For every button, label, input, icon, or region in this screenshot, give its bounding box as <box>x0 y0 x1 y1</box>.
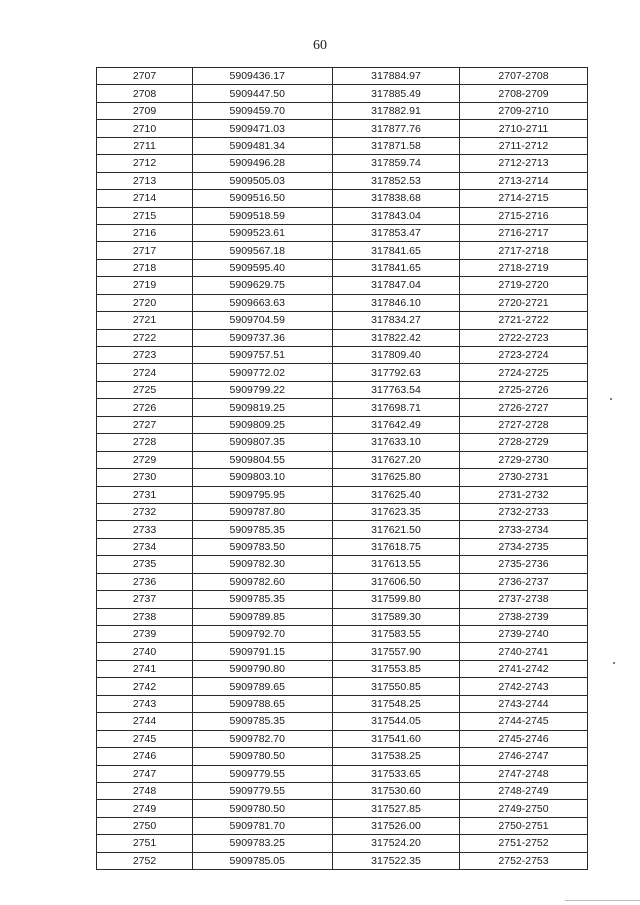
table-row <box>97 434 588 451</box>
x-coordinate-cell: 5909780.50 <box>193 800 333 817</box>
point-number-cell: 2707 <box>97 68 193 85</box>
segment-cell: 2710-2711 <box>460 120 588 137</box>
y-coordinate-cell: 317599.80 <box>333 591 460 608</box>
segment-cell: 2718-2719 <box>460 259 588 276</box>
y-coordinate-cell: 317882.91 <box>333 102 460 119</box>
point-number-cell: 2736 <box>97 573 193 590</box>
point-number-cell: 2735 <box>97 556 193 573</box>
y-coordinate-cell: 317541.60 <box>333 730 460 747</box>
x-coordinate-cell: 5909790.80 <box>193 660 333 677</box>
segment-cell: 2746-2747 <box>460 748 588 765</box>
point-number-cell: 2725 <box>97 381 193 398</box>
point-number-cell: 2716 <box>97 224 193 241</box>
segment-cell: 2751-2752 <box>460 835 588 852</box>
table-row <box>97 626 588 643</box>
coordinates-table-body <box>97 68 588 870</box>
y-coordinate-cell: 317859.74 <box>333 155 460 172</box>
x-coordinate-cell: 5909629.75 <box>193 277 333 294</box>
y-coordinate-cell: 317527.85 <box>333 800 460 817</box>
point-number-cell: 2728 <box>97 434 193 451</box>
table-row <box>97 190 588 207</box>
point-number-cell: 2742 <box>97 678 193 695</box>
x-coordinate-cell: 5909782.60 <box>193 573 333 590</box>
point-number-cell: 2708 <box>97 85 193 102</box>
y-coordinate-cell: 317553.85 <box>333 660 460 677</box>
point-number-cell: 2709 <box>97 102 193 119</box>
y-coordinate-cell: 317627.20 <box>333 451 460 468</box>
table-row <box>97 364 588 381</box>
table-row <box>97 207 588 224</box>
point-number-cell: 2729 <box>97 451 193 468</box>
x-coordinate-cell: 5909496.28 <box>193 155 333 172</box>
y-coordinate-cell: 317633.10 <box>333 434 460 451</box>
segment-cell: 2744-2745 <box>460 713 588 730</box>
segment-cell: 2708-2709 <box>460 85 588 102</box>
point-number-cell: 2733 <box>97 521 193 538</box>
segment-cell: 2752-2753 <box>460 852 588 869</box>
segment-cell: 2731-2732 <box>460 486 588 503</box>
x-coordinate-cell: 5909523.61 <box>193 224 333 241</box>
x-coordinate-cell: 5909663.63 <box>193 294 333 311</box>
x-coordinate-cell: 5909436.17 <box>193 68 333 85</box>
segment-cell: 2738-2739 <box>460 608 588 625</box>
x-coordinate-cell: 5909792.70 <box>193 626 333 643</box>
segment-cell: 2740-2741 <box>460 643 588 660</box>
table-row <box>97 521 588 538</box>
segment-cell: 2727-2728 <box>460 416 588 433</box>
segment-cell: 2723-2724 <box>460 347 588 364</box>
table-row <box>97 782 588 799</box>
x-coordinate-cell: 5909783.50 <box>193 538 333 555</box>
segment-cell: 2711-2712 <box>460 137 588 154</box>
y-coordinate-cell: 317841.65 <box>333 242 460 259</box>
segment-cell: 2726-2727 <box>460 399 588 416</box>
point-number-cell: 2738 <box>97 608 193 625</box>
y-coordinate-cell: 317526.00 <box>333 817 460 834</box>
x-coordinate-cell: 5909516.50 <box>193 190 333 207</box>
y-coordinate-cell: 317548.25 <box>333 695 460 712</box>
table-row <box>97 573 588 590</box>
y-coordinate-cell: 317589.30 <box>333 608 460 625</box>
x-coordinate-cell: 5909788.65 <box>193 695 333 712</box>
x-coordinate-cell: 5909785.35 <box>193 713 333 730</box>
point-number-cell: 2710 <box>97 120 193 137</box>
segment-cell: 2737-2738 <box>460 591 588 608</box>
x-coordinate-cell: 5909785.35 <box>193 521 333 538</box>
y-coordinate-cell: 317623.35 <box>333 503 460 520</box>
y-coordinate-cell: 317698.71 <box>333 399 460 416</box>
y-coordinate-cell: 317846.10 <box>333 294 460 311</box>
x-coordinate-cell: 5909459.70 <box>193 102 333 119</box>
x-coordinate-cell: 5909785.35 <box>193 591 333 608</box>
y-coordinate-cell: 317847.04 <box>333 277 460 294</box>
scan-speck <box>613 662 615 664</box>
x-coordinate-cell: 5909567.18 <box>193 242 333 259</box>
segment-cell: 2736-2737 <box>460 573 588 590</box>
segment-cell: 2748-2749 <box>460 782 588 799</box>
segment-cell: 2722-2723 <box>460 329 588 346</box>
segment-cell: 2709-2710 <box>460 102 588 119</box>
x-coordinate-cell: 5909447.50 <box>193 85 333 102</box>
x-coordinate-cell: 5909791.15 <box>193 643 333 660</box>
y-coordinate-cell: 317884.97 <box>333 68 460 85</box>
x-coordinate-cell: 5909803.10 <box>193 469 333 486</box>
table-row <box>97 102 588 119</box>
x-coordinate-cell: 5909481.34 <box>193 137 333 154</box>
y-coordinate-cell: 317642.49 <box>333 416 460 433</box>
segment-cell: 2717-2718 <box>460 242 588 259</box>
y-coordinate-cell: 317843.04 <box>333 207 460 224</box>
x-coordinate-cell: 5909785.05 <box>193 852 333 869</box>
y-coordinate-cell: 317524.20 <box>333 835 460 852</box>
x-coordinate-cell: 5909505.03 <box>193 172 333 189</box>
segment-cell: 2712-2713 <box>460 155 588 172</box>
point-number-cell: 2743 <box>97 695 193 712</box>
point-number-cell: 2714 <box>97 190 193 207</box>
x-coordinate-cell: 5909819.25 <box>193 399 333 416</box>
point-number-cell: 2741 <box>97 660 193 677</box>
y-coordinate-cell: 317877.76 <box>333 120 460 137</box>
x-coordinate-cell: 5909783.25 <box>193 835 333 852</box>
x-coordinate-cell: 5909782.70 <box>193 730 333 747</box>
segment-cell: 2707-2708 <box>460 68 588 85</box>
segment-cell: 2714-2715 <box>460 190 588 207</box>
segment-cell: 2720-2721 <box>460 294 588 311</box>
segment-cell: 2728-2729 <box>460 434 588 451</box>
point-number-cell: 2746 <box>97 748 193 765</box>
segment-cell: 2739-2740 <box>460 626 588 643</box>
y-coordinate-cell: 317792.63 <box>333 364 460 381</box>
table-row <box>97 416 588 433</box>
x-coordinate-cell: 5909781.70 <box>193 817 333 834</box>
page-number: 60 <box>313 38 327 53</box>
y-coordinate-cell: 317852.53 <box>333 172 460 189</box>
table-row <box>97 800 588 817</box>
segment-cell: 2732-2733 <box>460 503 588 520</box>
x-coordinate-cell: 5909780.50 <box>193 748 333 765</box>
y-coordinate-cell: 317809.40 <box>333 347 460 364</box>
table-row <box>97 538 588 555</box>
x-coordinate-cell: 5909518.59 <box>193 207 333 224</box>
table-row <box>97 259 588 276</box>
point-number-cell: 2724 <box>97 364 193 381</box>
x-coordinate-cell: 5909772.02 <box>193 364 333 381</box>
point-number-cell: 2723 <box>97 347 193 364</box>
segment-cell: 2749-2750 <box>460 800 588 817</box>
y-coordinate-cell: 317871.58 <box>333 137 460 154</box>
segment-cell: 2743-2744 <box>460 695 588 712</box>
table-row <box>97 817 588 834</box>
x-coordinate-cell: 5909757.51 <box>193 347 333 364</box>
x-coordinate-cell: 5909799.22 <box>193 381 333 398</box>
point-number-cell: 2744 <box>97 713 193 730</box>
table-row <box>97 695 588 712</box>
table-row <box>97 852 588 869</box>
x-coordinate-cell: 5909795.95 <box>193 486 333 503</box>
x-coordinate-cell: 5909807.35 <box>193 434 333 451</box>
point-number-cell: 2726 <box>97 399 193 416</box>
point-number-cell: 2734 <box>97 538 193 555</box>
table-row <box>97 294 588 311</box>
y-coordinate-cell: 317618.75 <box>333 538 460 555</box>
table-row <box>97 730 588 747</box>
y-coordinate-cell: 317838.68 <box>333 190 460 207</box>
point-number-cell: 2740 <box>97 643 193 660</box>
point-number-cell: 2717 <box>97 242 193 259</box>
point-number-cell: 2721 <box>97 312 193 329</box>
y-coordinate-cell: 317530.60 <box>333 782 460 799</box>
point-number-cell: 2711 <box>97 137 193 154</box>
table-row <box>97 503 588 520</box>
x-coordinate-cell: 5909809.25 <box>193 416 333 433</box>
segment-cell: 2741-2742 <box>460 660 588 677</box>
point-number-cell: 2752 <box>97 852 193 869</box>
point-number-cell: 2713 <box>97 172 193 189</box>
point-number-cell: 2737 <box>97 591 193 608</box>
segment-cell: 2734-2735 <box>460 538 588 555</box>
table-row <box>97 85 588 102</box>
table-row <box>97 224 588 241</box>
segment-cell: 2721-2722 <box>460 312 588 329</box>
x-coordinate-cell: 5909782.30 <box>193 556 333 573</box>
table-row <box>97 347 588 364</box>
table-row <box>97 120 588 137</box>
table-row <box>97 469 588 486</box>
table-row <box>97 137 588 154</box>
point-number-cell: 2712 <box>97 155 193 172</box>
x-coordinate-cell: 5909789.65 <box>193 678 333 695</box>
table-row <box>97 660 588 677</box>
coordinates-table <box>96 67 588 870</box>
y-coordinate-cell: 317841.65 <box>333 259 460 276</box>
x-coordinate-cell: 5909704.59 <box>193 312 333 329</box>
table-row <box>97 556 588 573</box>
x-coordinate-cell: 5909804.55 <box>193 451 333 468</box>
x-coordinate-cell: 5909737.36 <box>193 329 333 346</box>
segment-cell: 2747-2748 <box>460 765 588 782</box>
point-number-cell: 2719 <box>97 277 193 294</box>
point-number-cell: 2749 <box>97 800 193 817</box>
x-coordinate-cell: 5909779.55 <box>193 782 333 799</box>
point-number-cell: 2732 <box>97 503 193 520</box>
segment-cell: 2713-2714 <box>460 172 588 189</box>
table-row <box>97 68 588 85</box>
point-number-cell: 2731 <box>97 486 193 503</box>
table-row <box>97 242 588 259</box>
point-number-cell: 2739 <box>97 626 193 643</box>
y-coordinate-cell: 317625.80 <box>333 469 460 486</box>
segment-cell: 2742-2743 <box>460 678 588 695</box>
table-row <box>97 643 588 660</box>
point-number-cell: 2720 <box>97 294 193 311</box>
segment-cell: 2715-2716 <box>460 207 588 224</box>
y-coordinate-cell: 317550.85 <box>333 678 460 695</box>
y-coordinate-cell: 317522.35 <box>333 852 460 869</box>
y-coordinate-cell: 317613.55 <box>333 556 460 573</box>
point-number-cell: 2715 <box>97 207 193 224</box>
y-coordinate-cell: 317834.27 <box>333 312 460 329</box>
table-row <box>97 172 588 189</box>
point-number-cell: 2745 <box>97 730 193 747</box>
table-row <box>97 591 588 608</box>
segment-cell: 2719-2720 <box>460 277 588 294</box>
segment-cell: 2735-2736 <box>460 556 588 573</box>
y-coordinate-cell: 317621.50 <box>333 521 460 538</box>
y-coordinate-cell: 317557.90 <box>333 643 460 660</box>
y-coordinate-cell: 317822.42 <box>333 329 460 346</box>
table-row <box>97 451 588 468</box>
table-row <box>97 277 588 294</box>
point-number-cell: 2730 <box>97 469 193 486</box>
x-coordinate-cell: 5909595.40 <box>193 259 333 276</box>
x-coordinate-cell: 5909471.03 <box>193 120 333 137</box>
point-number-cell: 2750 <box>97 817 193 834</box>
segment-cell: 2750-2751 <box>460 817 588 834</box>
table-row <box>97 486 588 503</box>
table-row <box>97 608 588 625</box>
y-coordinate-cell: 317885.49 <box>333 85 460 102</box>
table-row <box>97 678 588 695</box>
segment-cell: 2730-2731 <box>460 469 588 486</box>
table-row <box>97 155 588 172</box>
y-coordinate-cell: 317583.55 <box>333 626 460 643</box>
segment-cell: 2716-2717 <box>460 224 588 241</box>
x-coordinate-cell: 5909787.80 <box>193 503 333 520</box>
segment-cell: 2724-2725 <box>460 364 588 381</box>
y-coordinate-cell: 317763.54 <box>333 381 460 398</box>
y-coordinate-cell: 317533.65 <box>333 765 460 782</box>
y-coordinate-cell: 317538.25 <box>333 748 460 765</box>
table-row <box>97 765 588 782</box>
table-row <box>97 312 588 329</box>
table-row <box>97 399 588 416</box>
y-coordinate-cell: 317544.05 <box>333 713 460 730</box>
y-coordinate-cell: 317625.40 <box>333 486 460 503</box>
table-row <box>97 381 588 398</box>
point-number-cell: 2722 <box>97 329 193 346</box>
point-number-cell: 2748 <box>97 782 193 799</box>
x-coordinate-cell: 5909779.55 <box>193 765 333 782</box>
point-number-cell: 2751 <box>97 835 193 852</box>
table-row <box>97 835 588 852</box>
table-row <box>97 329 588 346</box>
x-coordinate-cell: 5909789.85 <box>193 608 333 625</box>
point-number-cell: 2747 <box>97 765 193 782</box>
segment-cell: 2733-2734 <box>460 521 588 538</box>
y-coordinate-cell: 317853.47 <box>333 224 460 241</box>
scan-speck <box>610 398 612 400</box>
segment-cell: 2729-2730 <box>460 451 588 468</box>
segment-cell: 2745-2746 <box>460 730 588 747</box>
y-coordinate-cell: 317606.50 <box>333 573 460 590</box>
segment-cell: 2725-2726 <box>460 381 588 398</box>
scan-edge-line <box>565 900 640 901</box>
point-number-cell: 2718 <box>97 259 193 276</box>
table-row <box>97 713 588 730</box>
point-number-cell: 2727 <box>97 416 193 433</box>
table-row <box>97 748 588 765</box>
